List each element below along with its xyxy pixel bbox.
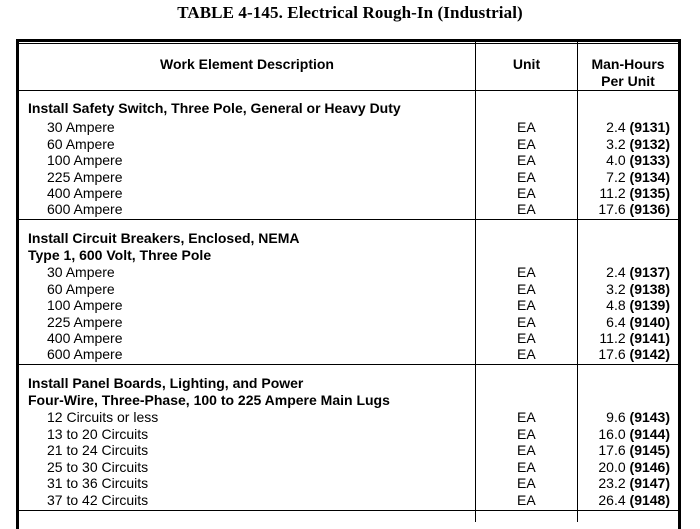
row-description: 13 to 20 Circuits	[47, 426, 149, 442]
row-description: 100 Ampere	[47, 152, 123, 168]
section-divider-2	[19, 364, 678, 365]
header-manhours-line2: Per Unit	[601, 73, 655, 89]
row-manhours: 17.6 (9142)	[598, 346, 670, 362]
row-manhours: 11.2 (9135)	[599, 185, 670, 201]
row-manhours: 2.4 (9131)	[606, 119, 670, 135]
header-manhours-line1: Man-Hours	[591, 56, 665, 72]
row-description: 37 to 42 Circuits	[47, 492, 149, 508]
row-description: 30 Ampere	[47, 264, 115, 280]
row-manhours: 20.0 (9146)	[598, 459, 670, 475]
row-unit: EA	[517, 201, 536, 217]
row-unit: EA	[517, 475, 536, 491]
header-bottom-rule	[19, 90, 678, 91]
row-description: 25 to 30 Circuits	[47, 459, 149, 475]
row-unit: EA	[517, 314, 536, 330]
table-row	[0, 152, 700, 169]
row-description: 225 Ampere	[47, 314, 123, 330]
table-row	[0, 442, 700, 459]
row-unit: EA	[517, 152, 536, 168]
table-row	[0, 475, 700, 492]
table-row	[0, 492, 700, 509]
table-row	[0, 201, 700, 218]
row-unit: EA	[517, 330, 536, 346]
row-manhours: 3.2 (9132)	[606, 136, 670, 152]
row-unit: EA	[517, 297, 536, 313]
table-row	[0, 314, 700, 331]
table-row	[0, 330, 700, 347]
header-manhours	[578, 56, 678, 90]
row-manhours: 4.8 (9139)	[606, 297, 670, 313]
row-description: 600 Ampere	[47, 201, 123, 217]
row-description: 60 Ampere	[47, 136, 115, 152]
header-top-rule	[19, 43, 678, 44]
row-unit: EA	[517, 119, 536, 135]
row-manhours: 17.6 (9145)	[598, 442, 670, 458]
section-divider-3	[19, 510, 678, 511]
row-manhours: 11.2 (9141)	[599, 330, 670, 346]
row-manhours: 4.0 (9133)	[606, 152, 670, 168]
row-unit: EA	[517, 264, 536, 280]
row-description: 600 Ampere	[47, 346, 123, 362]
row-unit: EA	[517, 409, 536, 425]
header-description: Work Element Description	[159, 56, 334, 72]
table-row	[0, 264, 700, 281]
row-description: 400 Ampere	[47, 330, 123, 346]
table-row	[0, 185, 700, 202]
row-description: 60 Ampere	[47, 281, 115, 297]
row-unit: EA	[517, 459, 536, 475]
table-row	[0, 281, 700, 298]
row-unit: EA	[517, 426, 536, 442]
header-unit: Unit	[512, 56, 541, 72]
table-row	[0, 169, 700, 186]
row-manhours: 9.6 (9143)	[606, 409, 670, 425]
row-unit: EA	[517, 346, 536, 362]
section-3-title-line-1: Install Panel Boards, Lighting, and Power	[28, 375, 304, 391]
row-manhours: 6.4 (9140)	[606, 314, 670, 330]
table-row	[0, 426, 700, 443]
row-manhours: 17.6 (9136)	[598, 201, 670, 217]
table-title: TABLE 4-145. Electrical Rough-In (Industrial)	[177, 3, 523, 22]
row-unit: EA	[517, 185, 536, 201]
row-manhours: 26.4 (9148)	[598, 492, 670, 508]
section-2-title-line-1: Install Circuit Breakers, Enclosed, NEMA	[28, 230, 300, 246]
section-1-title: Install Safety Switch, Three Pole, General or Heavy Duty	[28, 100, 401, 116]
table-row	[0, 119, 700, 136]
row-description: 12 Circuits or less	[47, 409, 159, 425]
table-row	[0, 297, 700, 314]
row-description: 31 to 36 Circuits	[47, 475, 149, 491]
section-divider-1	[19, 219, 678, 220]
table-row	[0, 136, 700, 153]
row-manhours: 3.2 (9138)	[606, 281, 670, 297]
section-3-title-line-2: Four-Wire, Three-Phase, 100 to 225 Ampere Main Lugs	[28, 392, 390, 408]
row-description: 225 Ampere	[47, 169, 123, 185]
row-unit: EA	[517, 442, 536, 458]
row-unit: EA	[517, 492, 536, 508]
row-description: 400 Ampere	[47, 185, 123, 201]
table-row	[0, 459, 700, 476]
row-description: 30 Ampere	[47, 119, 115, 135]
row-unit: EA	[517, 281, 536, 297]
table-row	[0, 409, 700, 426]
row-manhours: 2.4 (9137)	[606, 264, 670, 280]
row-description: 21 to 24 Circuits	[47, 442, 149, 458]
row-description: 100 Ampere	[47, 297, 123, 313]
section-2-title-line-2: Type 1, 600 Volt, Three Pole	[28, 247, 212, 263]
table-row	[0, 346, 700, 363]
row-manhours: 23.2 (9147)	[598, 475, 670, 491]
row-unit: EA	[517, 136, 536, 152]
row-unit: EA	[517, 169, 536, 185]
row-manhours: 7.2 (9134)	[606, 169, 670, 185]
row-manhours: 16.0 (9144)	[598, 426, 670, 442]
